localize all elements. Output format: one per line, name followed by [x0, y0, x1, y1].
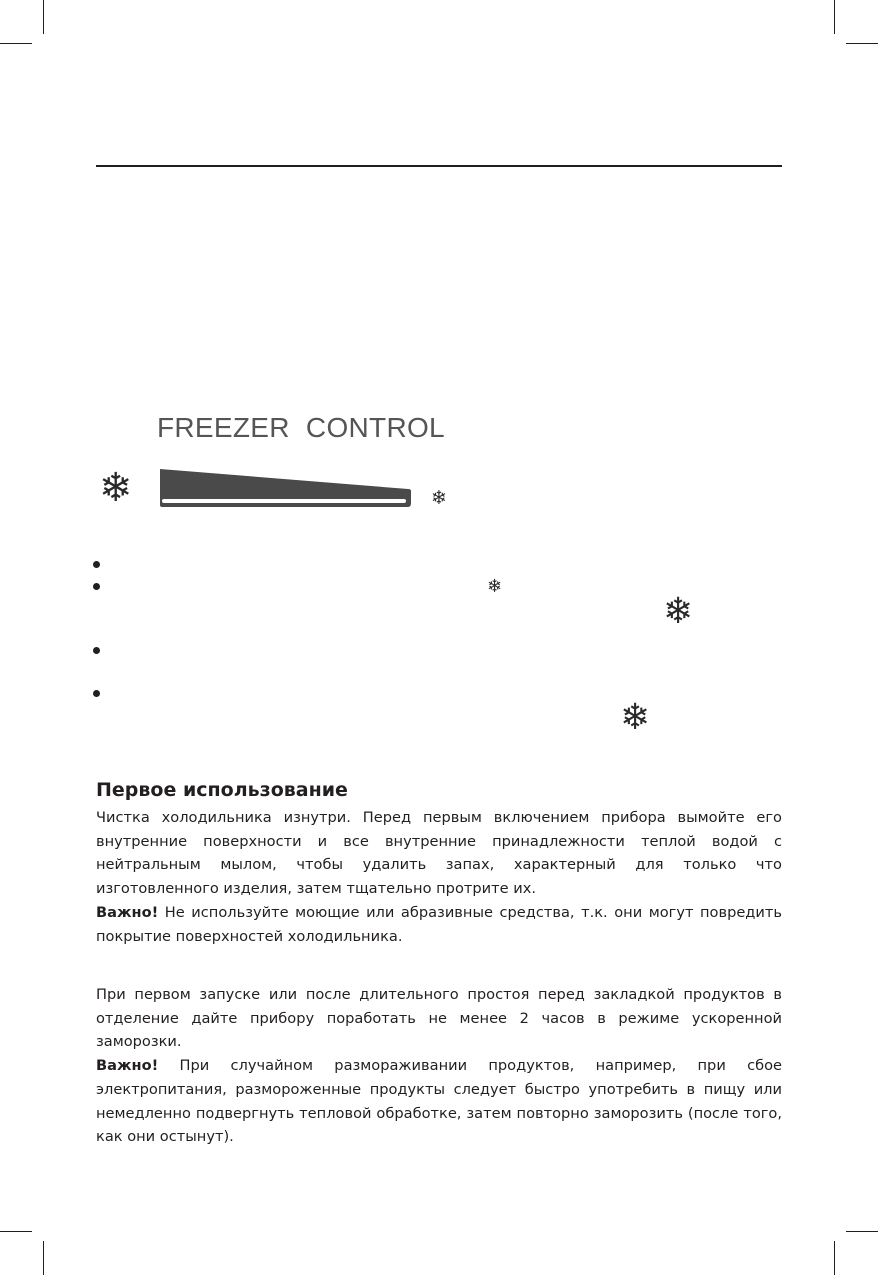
first-start-text	[96, 983, 782, 1149]
important-note	[96, 901, 782, 948]
paragraph: При первом запуске или после длительного простоя перед закладкой продуктов в отделение дайте прибору поработать не менее 2 часов в режиме ускоренной заморозки.	[96, 986, 782, 1051]
crop-mark	[834, 1241, 835, 1275]
important-label: Важно!	[96, 1057, 159, 1075]
freezer-control-title: FREEZER CONTROL	[157, 412, 445, 443]
crop-mark	[43, 0, 44, 34]
crop-mark	[834, 0, 835, 34]
bullet-point	[93, 690, 100, 697]
snowflake-small-icon: ❄	[431, 487, 447, 509]
bullet-point	[93, 647, 100, 654]
crop-mark	[0, 1231, 32, 1232]
paragraph: Чистка холодильника изнутри. Перед первым включением прибора вымойте его внутренние поверхности и все внутренние принадлежности теплой водой с нейтральным мылом, чтобы удалить запах, характерный для только что изготовленного изделия, затем тщательно протрите их.	[96, 809, 782, 898]
snowflake-large-icon: ❄	[99, 465, 133, 511]
freezer-control-slider[interactable]	[156, 469, 412, 509]
crop-mark	[0, 43, 32, 44]
important-label: Важно!	[96, 903, 159, 921]
header-rule	[96, 165, 782, 167]
snowflake-large-icon: ❄	[663, 591, 694, 632]
section-heading: Первое использование	[96, 779, 348, 801]
crop-mark	[846, 1231, 878, 1232]
snowflake-large-icon: ❄	[620, 697, 651, 738]
bullet-point	[93, 561, 100, 568]
crop-mark	[43, 1241, 44, 1275]
crop-mark	[846, 43, 878, 44]
important-note	[96, 1054, 782, 1149]
bullet-point	[93, 583, 100, 590]
important-text: Не используйте моющие или абразивные средства, т.к. они могут повредить покрытие поверхностей холодильника.	[96, 903, 782, 945]
snowflake-small-icon: ❄	[487, 576, 503, 597]
important-text: При случайном размораживании продуктов, например, при сбое электропитания, размороженные продукты следует быстро употребить в пищу или немедленно подвергнуть тепловой обработке, затем повторно заморозить (после того, как они остынут).	[96, 1057, 782, 1146]
first-use-text	[96, 806, 782, 948]
